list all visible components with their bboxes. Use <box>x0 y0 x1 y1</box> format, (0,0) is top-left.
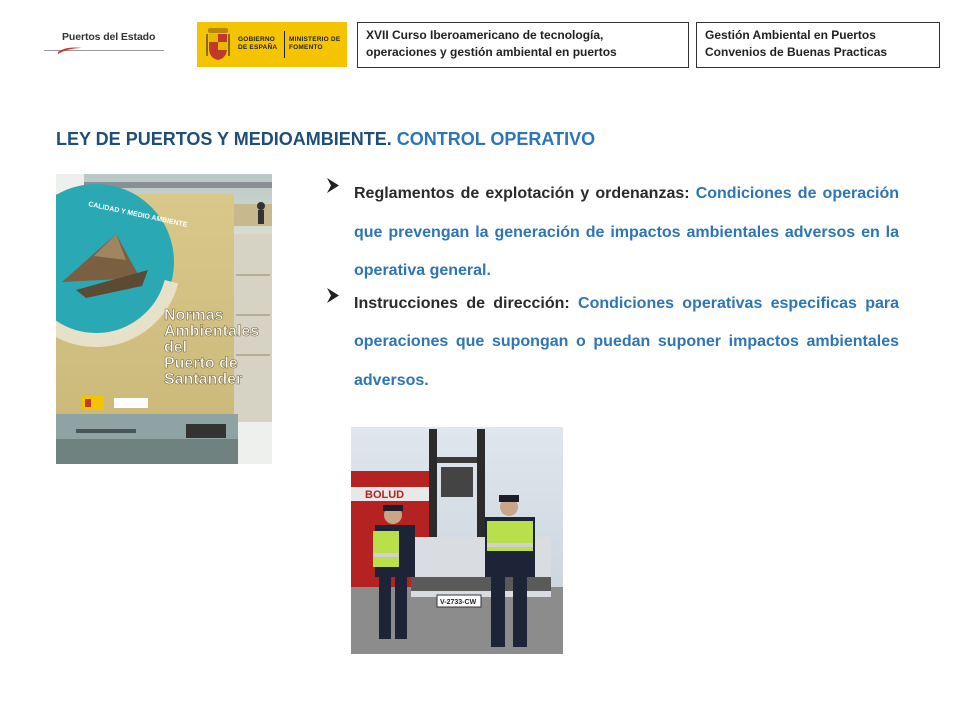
booklet-title-line-4: Puerto de <box>164 355 238 372</box>
pde-logo-text: Puertos del Estado <box>62 31 156 43</box>
title-part-1: LEY DE PUERTOS Y MEDIOAMBIENTE. <box>56 129 392 149</box>
topic-header-box <box>696 22 940 68</box>
gobierno-text: GOBIERNO DE ESPAÑA <box>238 36 278 51</box>
bullet-text-2 <box>354 285 899 401</box>
course-line-2: operaciones y gestión ambiental en puertos <box>366 45 617 59</box>
bullet-value-1: Condiciones de operación que prevengan la generación de impactos ambientales adversos en la operativa general. <box>354 185 900 279</box>
bullet-key-1: Reglamentos de explotación y ordenanzas: <box>354 185 690 202</box>
booklet-title-line-2: Ambientales <box>164 323 260 340</box>
gov-logo-separator <box>284 31 285 58</box>
bullet-key-2: Instrucciones de dirección: <box>354 294 570 312</box>
booklet-cover-image <box>56 174 272 464</box>
topic-line-1: Gestión Ambiental en Puertos <box>705 28 876 42</box>
topic-line-2: Convenios de Buenas Practicas <box>705 45 888 59</box>
bullet-value-2: Condiciones operativas especificas para operaciones que supongan o puedan suponer impactos ambientales adversos. <box>354 294 899 389</box>
bullet-item-1 <box>324 175 899 291</box>
booklet-port-mini-logo <box>114 398 148 408</box>
bullet-list <box>324 184 899 403</box>
puertos-del-estado-logo <box>44 24 168 62</box>
arrow-bullet-icon <box>326 177 340 194</box>
booklet-band-text: CALIDAD Y MEDIO AMBIENTE <box>87 201 188 229</box>
forklift-inspection-photo <box>351 427 563 654</box>
license-plate-text: V-2733-CW <box>440 599 477 606</box>
swoosh-icon <box>58 46 82 54</box>
coat-of-arms-icon <box>206 28 230 61</box>
booklet-title-line-5: Santander <box>164 371 243 388</box>
course-line-1: XVII Curso Iberoamericano de tecnología, <box>366 28 604 42</box>
ministerio-text: MINISTERIO DE FOMENTO <box>289 36 341 51</box>
booklet-title-line-1: Normas <box>164 307 224 324</box>
slide-title <box>56 129 595 150</box>
course-header-box <box>357 22 689 68</box>
booklet-title-line-3: del <box>164 339 188 356</box>
arrow-bullet-icon <box>326 287 340 304</box>
bullet-item-2 <box>324 285 899 401</box>
building-sign-text: BOLUD <box>365 489 405 501</box>
gobierno-espana-logo <box>197 22 347 67</box>
bullet-text-1 <box>354 175 899 291</box>
title-part-2: CONTROL OPERATIVO <box>396 129 596 149</box>
